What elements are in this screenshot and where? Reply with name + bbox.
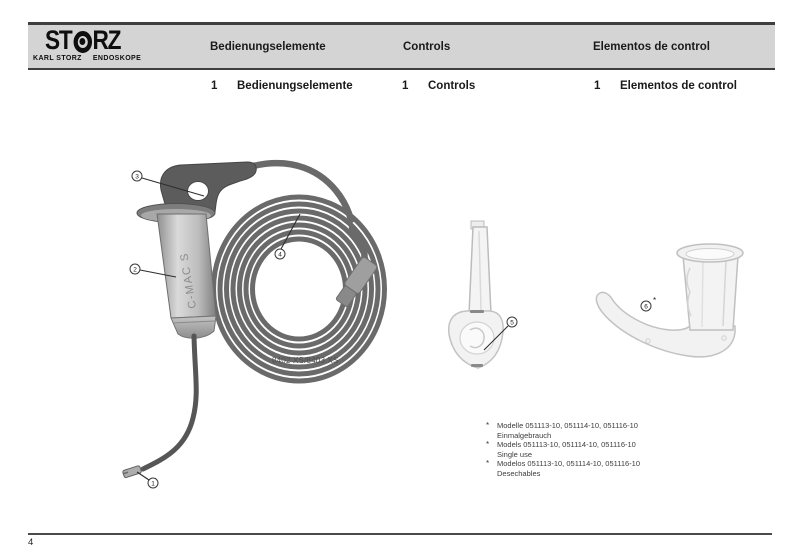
column-header-es: Elementos de control [593,41,710,53]
blade-front-view [449,221,503,368]
handle-marking: C-MAC S [178,251,199,310]
section-number: 1 [211,80,218,92]
logo-subtitle-left: KARL STORZ [33,55,82,62]
footnote-text: Modelos 051113-10, 051114-10, 051116-10 Desechables [497,459,641,478]
footnote-en [486,440,716,459]
callout-number: 5 [510,319,514,327]
logo-text-pre: ST [45,25,72,55]
callout-asterisk: * [653,296,657,305]
callout-6 [641,296,656,311]
asterisk-marker: * [486,459,490,469]
column-header-en: Controls [403,41,451,53]
blade-side-view [596,244,743,357]
footnote-es [486,459,716,478]
section-label: Bedienungselemente [237,80,353,92]
footnote-de [486,421,716,440]
section-number: 1 [594,80,601,92]
footnote-text: Modelle 051113-10, 051114-10, 051116-10 Einmalgebrauch [497,421,638,440]
logo-text-post: RZ [92,25,121,55]
hook-hole [188,182,209,201]
callout-number: 1 [151,480,155,488]
column-header-de: Bedienungselemente [210,41,326,53]
asterisk-marker: * [486,421,490,430]
callout-1 [137,472,158,488]
device-model-label: 8402 XS/8403 XS [272,356,339,365]
footnotes [486,421,716,479]
callout-number: 4 [278,251,282,259]
section-number: 1 [402,80,409,92]
callout-number: 3 [135,173,139,181]
callout-number: 2 [133,266,137,274]
section-label: Controls [428,80,476,92]
footnote-text: Models 051113-10, 051114-10, 051116-10 Single use [497,440,636,459]
footer-rule [28,533,772,535]
camera-tip [122,465,141,478]
logo-subtitle-right: ENDOSKOPE [92,55,142,62]
callout-number: 6 [644,303,648,311]
asterisk-marker: * [486,440,490,450]
page-number: 4 [28,537,34,548]
section-label: Elementos de control [620,80,737,92]
flexible-shaft [122,336,196,478]
